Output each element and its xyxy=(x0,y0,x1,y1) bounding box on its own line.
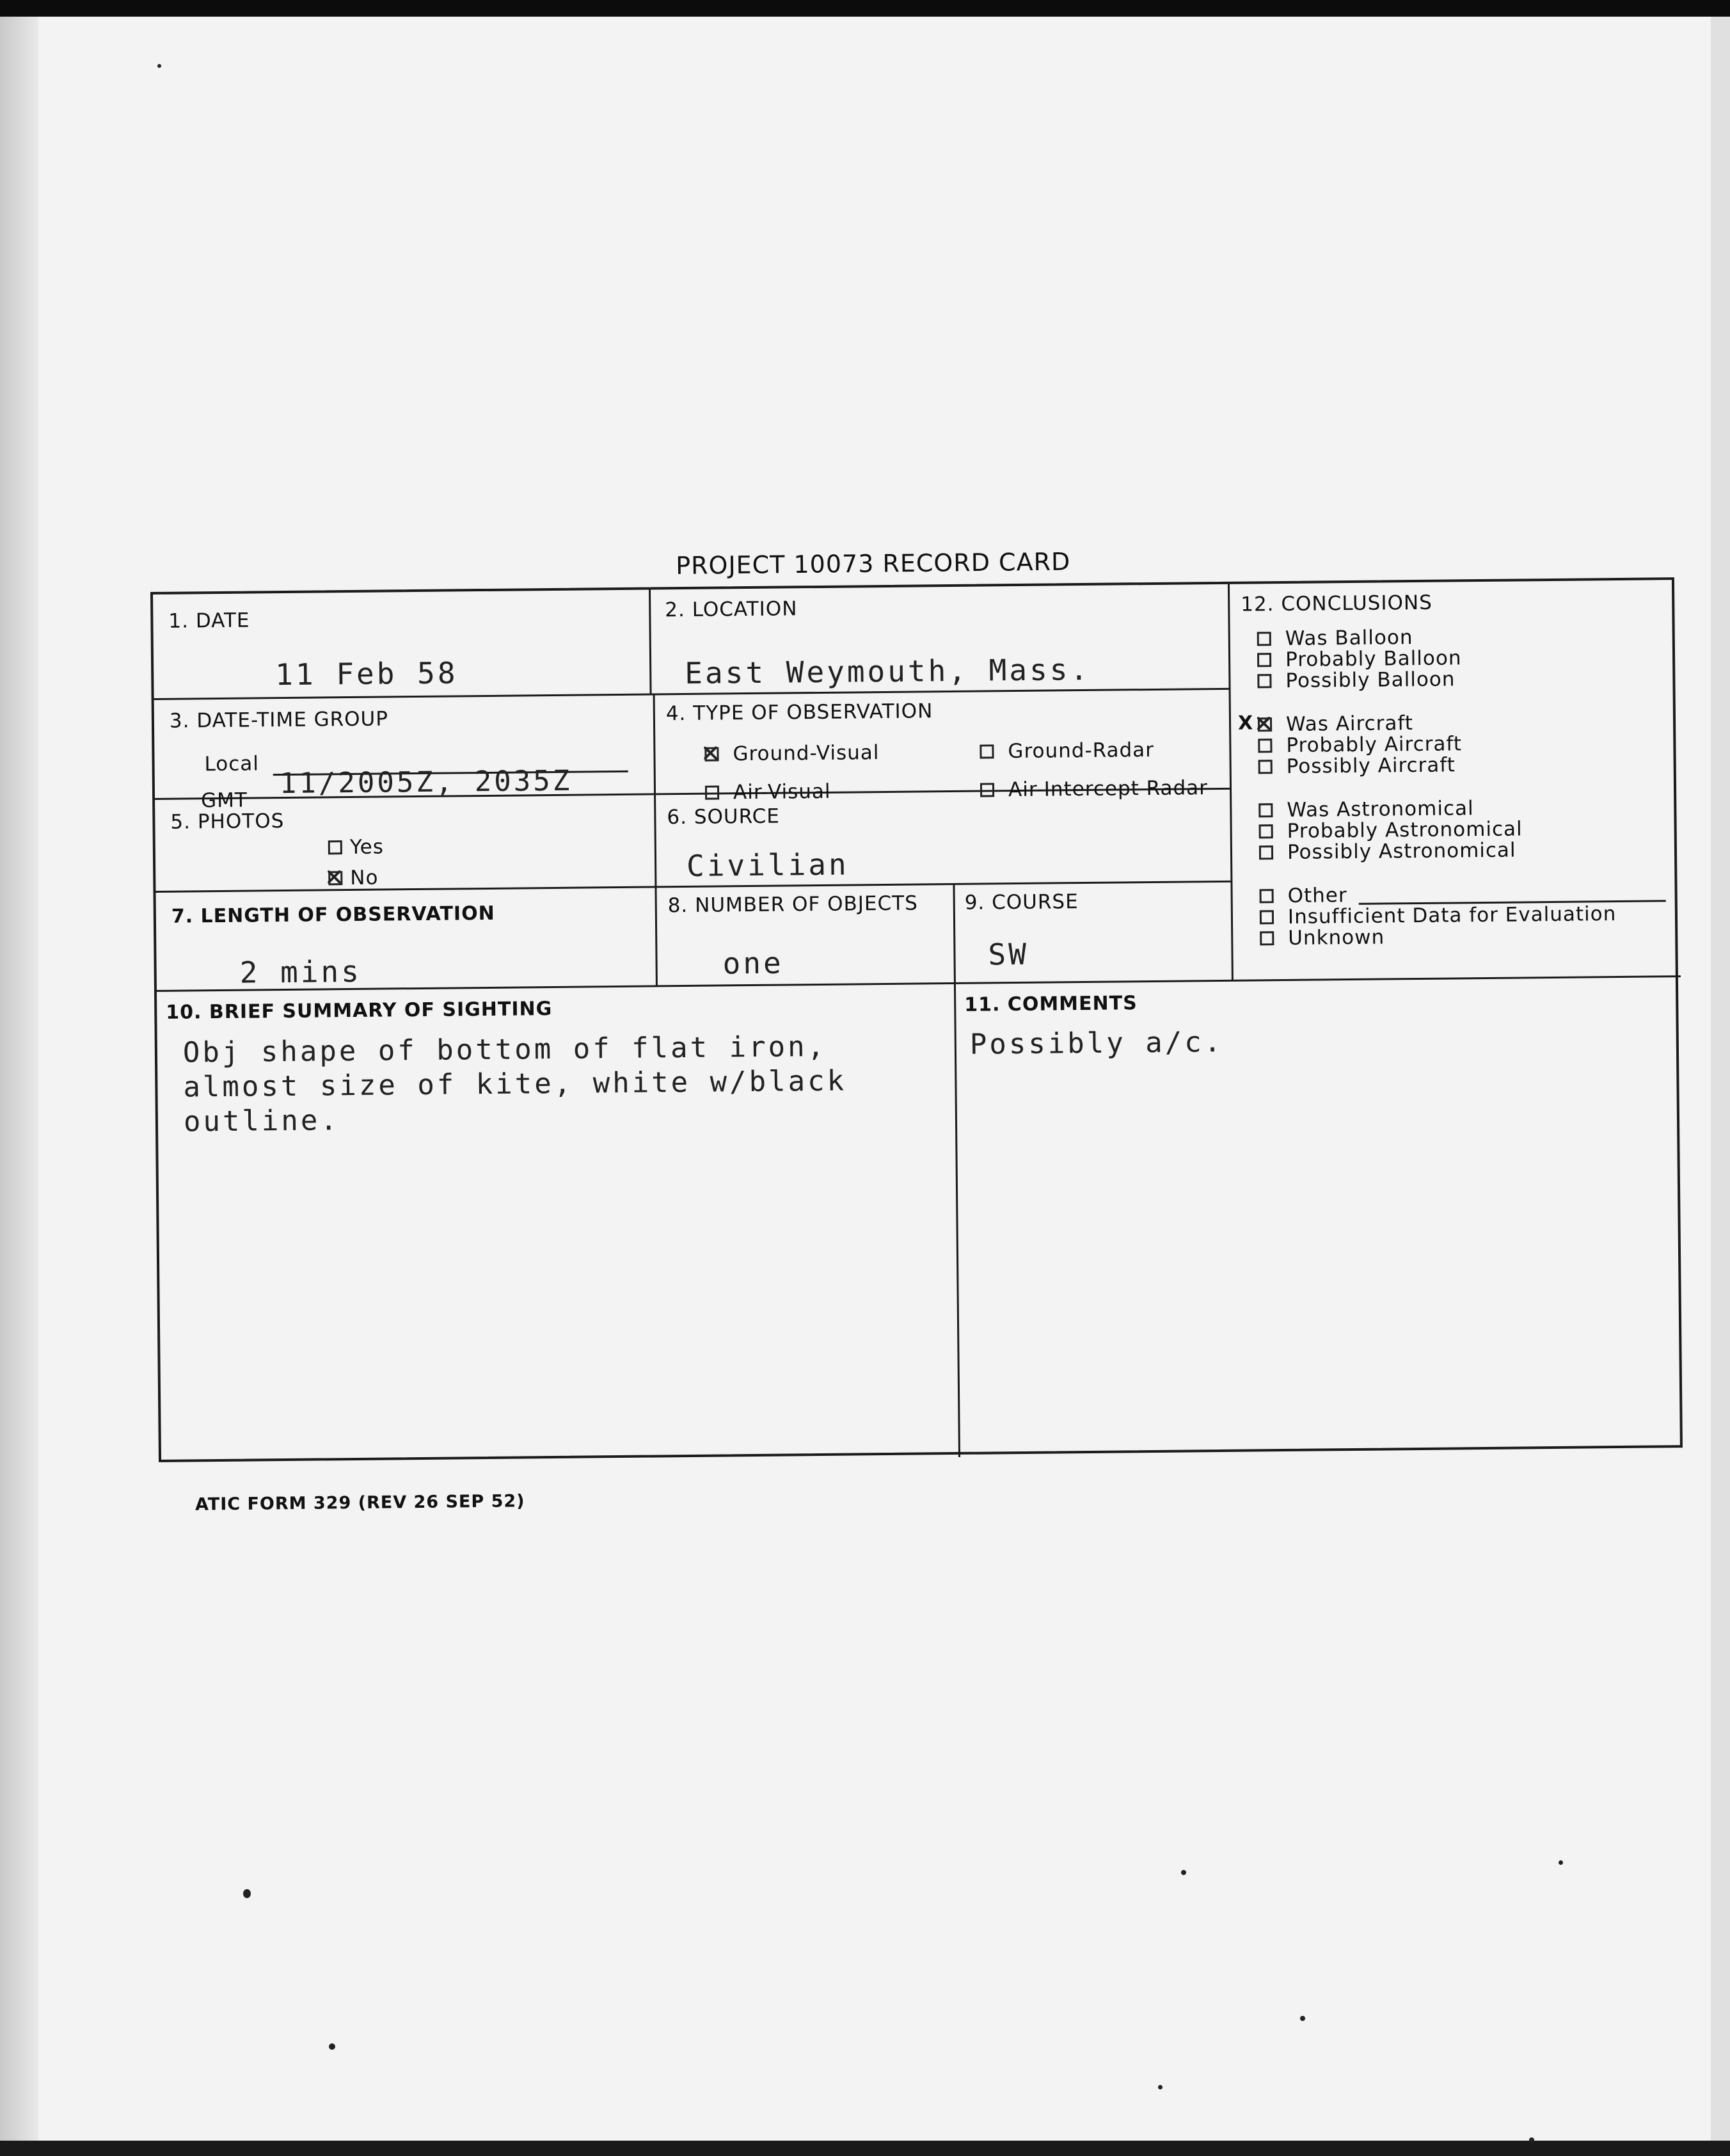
comments-value: Possibly a/c. xyxy=(969,1025,1224,1061)
divider xyxy=(653,695,658,986)
photos-no-option[interactable]: No xyxy=(328,866,378,890)
type-air-visual-option[interactable]: Air-Visual xyxy=(705,780,831,804)
card-title: PROJECT 10073 RECORD CARD xyxy=(676,547,1071,580)
source-label: 6. SOURCE xyxy=(667,804,781,829)
checkbox-icon xyxy=(1258,803,1273,817)
divider xyxy=(649,589,652,695)
checkbox-icon xyxy=(704,747,718,761)
checkbox-icon xyxy=(980,783,994,797)
dust-speck xyxy=(157,64,161,68)
checkbox-icon xyxy=(1260,910,1274,924)
length-value: 2 mins xyxy=(239,954,362,990)
checkbox-icon xyxy=(980,744,994,758)
divider xyxy=(953,885,960,1457)
location-value: East Weymouth, Mass. xyxy=(684,651,1091,691)
conclusion-probably-astronomical[interactable]: Probably Astronomical xyxy=(1259,817,1523,843)
dust-speck xyxy=(1158,2085,1163,2089)
checkbox-icon xyxy=(1258,739,1272,753)
conclusion-probably-balloon[interactable]: Probably Balloon xyxy=(1257,646,1462,671)
summary-value: Obj shape of bottom of flat iron, almost size of kite, white w/black outline. xyxy=(182,1030,847,1138)
summary-label: 10. BRIEF SUMMARY OF SIGHTING xyxy=(166,998,553,1024)
conclusion-other[interactable]: Other xyxy=(1259,884,1347,907)
photos-label: 5. PHOTOS xyxy=(170,810,285,834)
conclusion-unknown[interactable]: Unknown xyxy=(1260,926,1385,950)
scan-top-edge xyxy=(0,0,1730,17)
dust-speck xyxy=(1300,2016,1305,2021)
photos-yes-option[interactable]: Yes xyxy=(328,836,384,859)
local-label: Local xyxy=(204,752,260,776)
divider xyxy=(1228,584,1234,981)
checkbox-icon xyxy=(1257,632,1271,646)
checkbox-icon xyxy=(1257,674,1271,688)
checkbox-icon xyxy=(1260,931,1274,945)
source-value: Civilian xyxy=(686,847,849,883)
dust-speck xyxy=(243,1889,251,1898)
date-label: 1. DATE xyxy=(168,609,250,633)
conclusion-was-balloon[interactable]: Was Balloon xyxy=(1257,626,1413,650)
dtg-label: 3. DATE-TIME GROUP xyxy=(169,707,389,733)
date-value: 11 Feb 58 xyxy=(274,655,458,692)
conclusion-was-aircraft[interactable]: X Was Aircraft xyxy=(1258,712,1413,736)
course-value: SW xyxy=(988,936,1029,972)
dust-speck xyxy=(329,2043,335,2050)
dust-speck xyxy=(1181,1870,1186,1875)
conclusion-possibly-astronomical[interactable]: Possibly Astronomical xyxy=(1259,839,1516,865)
scan-bottom-edge xyxy=(0,2141,1730,2156)
type-label: 4. TYPE OF OBSERVATION xyxy=(665,699,933,726)
dust-speck xyxy=(1529,2137,1534,2143)
type-air-intercept-radar-option[interactable]: Air-Intercept Radar xyxy=(980,776,1208,801)
course-label: 9. COURSE xyxy=(964,890,1079,914)
objects-value: one xyxy=(722,945,784,981)
objects-label: 8. NUMBER OF OBJECTS xyxy=(667,891,918,918)
conclusion-possibly-balloon[interactable]: Possibly Balloon xyxy=(1257,667,1455,692)
conclusion-possibly-aircraft[interactable]: Possibly Aircraft xyxy=(1258,753,1456,778)
checkbox-icon xyxy=(1257,653,1271,667)
gmt-label: GMT xyxy=(200,788,248,813)
checkbox-icon xyxy=(1259,845,1273,859)
scan-right-edge xyxy=(1711,17,1730,2156)
type-ground-radar-option[interactable]: Ground-Radar xyxy=(980,739,1154,763)
length-label: 7. LENGTH OF OBSERVATION xyxy=(171,902,495,928)
checkbox-icon xyxy=(1259,824,1273,838)
type-ground-visual-option[interactable]: Ground-Visual xyxy=(704,741,879,766)
conclusion-was-astronomical[interactable]: Was Astronomical xyxy=(1258,797,1474,822)
location-label: 2. LOCATION xyxy=(665,597,798,622)
checkbox-icon xyxy=(1258,760,1273,774)
checkbox-icon xyxy=(1258,717,1272,731)
comments-label: 11. COMMENTS xyxy=(964,992,1138,1016)
record-card xyxy=(150,577,1683,1462)
checkbox-icon xyxy=(328,871,342,885)
conclusion-probably-aircraft[interactable]: Probably Aircraft xyxy=(1258,732,1462,757)
scan-left-edge xyxy=(0,17,38,2156)
checkbox-icon xyxy=(328,840,342,854)
checkbox-icon xyxy=(1260,889,1274,903)
conclusion-insufficient-data[interactable]: Insufficient Data for Evaluation xyxy=(1260,902,1617,929)
gmt-value: 11/2005Z, 2035Z xyxy=(279,764,573,801)
form-footer: ATIC FORM 329 (REV 26 SEP 52) xyxy=(194,1491,525,1515)
divider xyxy=(157,975,1681,992)
checkbox-icon xyxy=(705,785,719,799)
conclusions-label: 12. CONCLUSIONS xyxy=(1241,591,1432,616)
dust-speck xyxy=(1559,1860,1563,1865)
